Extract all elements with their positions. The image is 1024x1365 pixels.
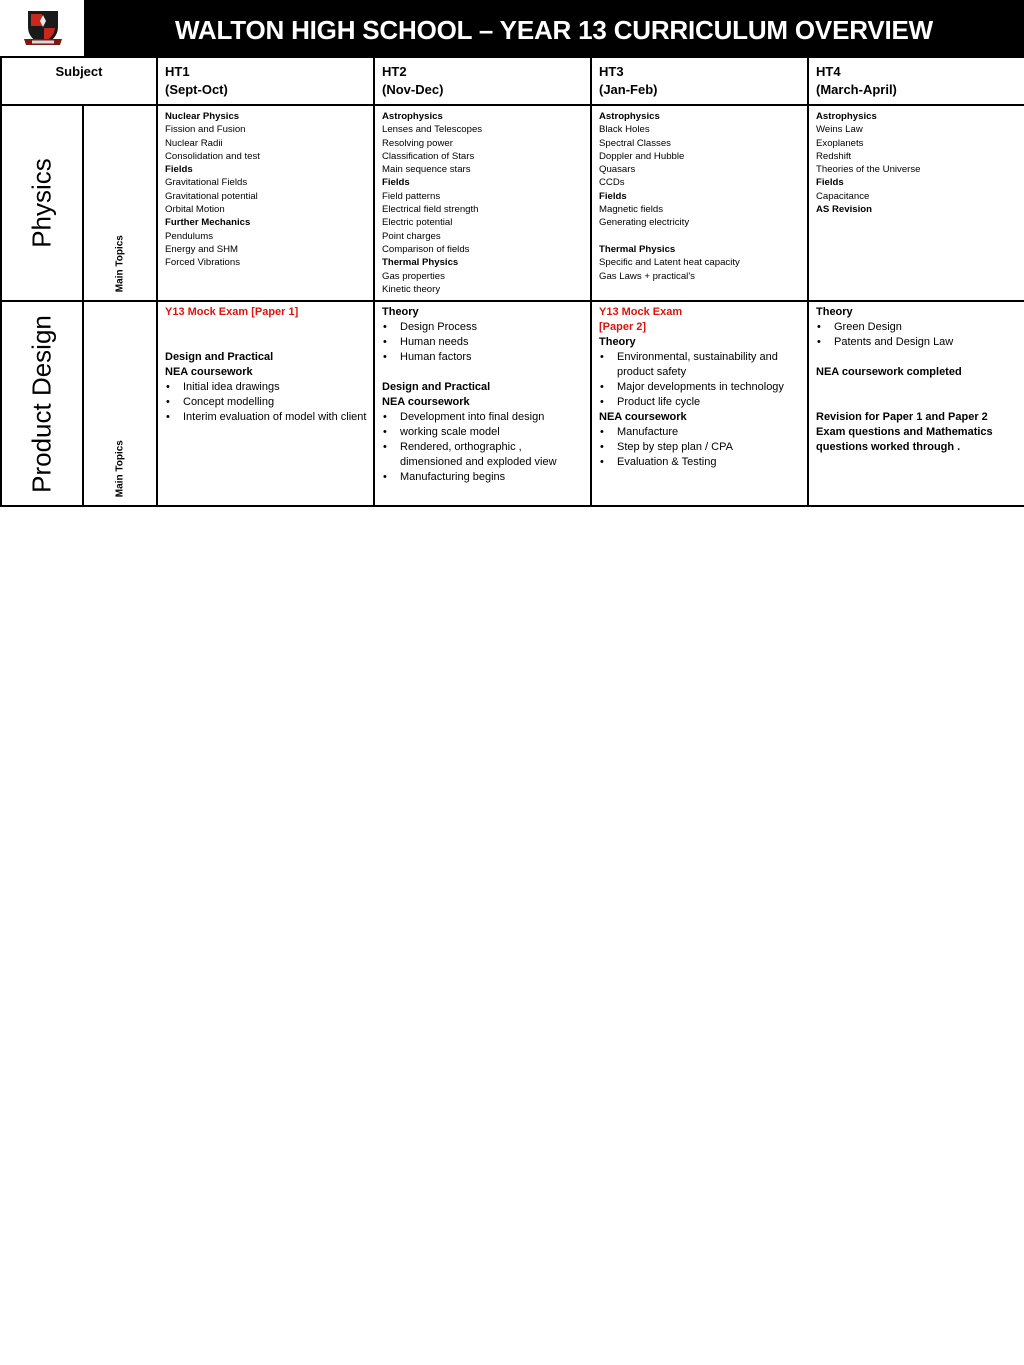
ht3-header: HT3 (Jan-Feb) [591,57,808,105]
physics-ht4-cell: Astrophysics Weins Law Exoplanets Redshift Theories of the Universe Fields Capacitance AS Revision [808,105,1024,301]
product-design-main-topics-label: Main Topics [114,440,126,498]
header-row [1,57,1024,105]
physics-subject-cell [1,105,83,301]
page-header [0,0,1024,56]
ht4-header: HT4 (March-April) [808,57,1024,105]
product-design-row [1,301,1024,506]
page-title: WALTON HIGH SCHOOL – YEAR 13 CURRICULUM OVERVIEW [175,15,933,45]
logo-area [0,0,84,56]
subject-header: Subject [1,57,157,105]
product-design-ht3-cell: Y13 Mock Exam [Paper 2] Theory • Environmental, sustainability and product safety • Major developments in technology • Product life cycle NEA coursework • Manufacture • Step by step plan / CPA • Evaluation & Testing [591,301,808,506]
physics-main-topics-cell [83,105,157,301]
physics-main-topics-label: Main Topics [114,235,126,293]
physics-row [1,105,1024,301]
ht2-header: HT2 (Nov-Dec) [374,57,591,105]
product-design-ht2-cell: Theory • Design Process • Human needs • Human factors Design and Practical NEA coursework • Development into final design • working scale model • Rendered, orthographic , dimensioned and exploded view • Manufacturing begins [374,301,591,506]
product-design-ht4-cell: Theory • Green Design • Patents and Design Law NEA coursework completed Revision for Paper 1 and Paper 2 Exam questions and Mathematics questions worked through . [808,301,1024,506]
physics-ht3-cell: Astrophysics Black Holes Spectral Classes Doppler and Hubble Quasars CCDs Fields Magnetic fields Generating electricity Thermal Physics Specific and Latent heat capacity Gas Laws + practical's [591,105,808,301]
product-design-main-topics-cell [83,301,157,506]
physics-ht2-cell: Astrophysics Lenses and Telescopes Resolving power Classification of Stars Main sequence stars Fields Field patterns Electrical field strength Electric potential Point charges Comparison of fields Thermal Physics Gas properties Kinetic theory [374,105,591,301]
ht1-header: HT1 (Sept-Oct) [157,57,374,105]
curriculum-table [0,56,1024,507]
physics-subject-label: Physics [26,158,57,248]
product-design-ht1-cell: Y13 Mock Exam [Paper 1] Design and Practical NEA coursework • Initial idea drawings • Concept modelling • Interim evaluation of model with client [157,301,374,506]
product-design-subject-label: Product Design [26,314,57,493]
product-design-subject-cell [1,301,83,506]
physics-ht1-cell: Nuclear Physics Fission and Fusion Nuclear Radii Consolidation and test Fields Gravitational Fields Gravitational potential Orbital Motion Further Mechanics Pendulums Energy and SHM Forced Vibrations [157,105,374,301]
school-crest-icon [22,9,64,49]
